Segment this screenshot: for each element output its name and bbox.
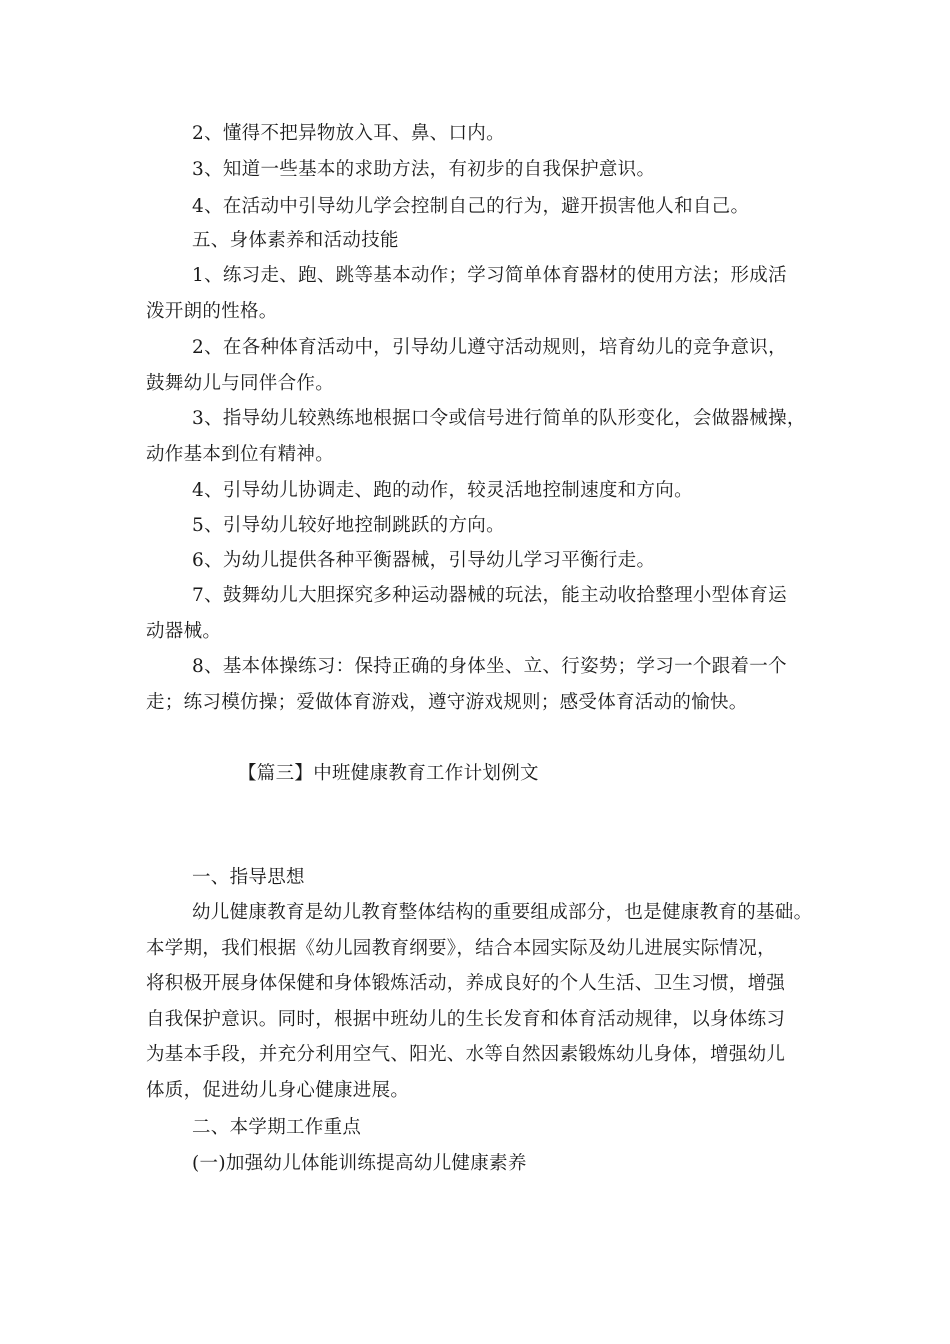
list-item: 4、在活动中引导幼儿学会控制自己的行为，避开损害他人和自己。	[192, 196, 750, 217]
section-heading: 二、本学期工作重点	[192, 1117, 362, 1138]
list-item: 5、引导幼儿较好地控制跳跃的方向。	[192, 515, 505, 536]
list-item-continuation: 动器械。	[146, 621, 222, 642]
paragraph-line: 本学期，我们根据《幼儿园教育纲要》，结合本园实际及幼儿进展实际情况，	[146, 938, 776, 959]
list-item: 1、练习走、跑、跳等基本动作；学习简单体育器材的使用方法；形成活	[192, 265, 787, 286]
paragraph-line: 为基本手段，并充分利用空气、阳光、水等自然因素锻炼幼儿身体，增强幼儿	[146, 1044, 786, 1065]
list-item: 2、在各种体育活动中，引导幼儿遵守活动规则，培育幼儿的竞争意识，	[192, 337, 787, 358]
list-item: 4、引导幼儿协调走、跑的动作，较灵活地控制速度和方向。	[192, 480, 693, 501]
list-item: 7、鼓舞幼儿大胆探究多种运动器械的玩法，能主动收拾整理小型体育运	[192, 585, 787, 606]
list-item: 3、知道一些基本的求助方法，有初步的自我保护意识。	[192, 159, 656, 180]
list-item: 6、为幼儿提供各种平衡器械，引导幼儿学习平衡行走。	[192, 550, 656, 571]
list-item-continuation: 动作基本到位有精神。	[146, 444, 335, 465]
paragraph-line: 幼儿健康教育是幼儿教育整体结构的重要组成部分，也是健康教育的基础。	[192, 902, 813, 923]
list-item-continuation: 走；练习模仿操；爱做体育游戏，遵守游戏规则；感受体育活动的愉快。	[146, 692, 748, 713]
section-heading: 一、指导思想	[192, 867, 305, 888]
section-heading: 五、身体素养和活动技能	[192, 230, 399, 251]
list-item-continuation: 泼开朗的性格。	[146, 301, 278, 322]
list-item: 3、指导幼儿较熟练地根据口令或信号进行简单的队形变化，会做器械操，	[192, 408, 806, 429]
article-title: 【篇三】中班健康教育工作计划例文	[238, 763, 539, 784]
paragraph-line: 自我保护意识。同时，根据中班幼儿的生长发育和体育活动规律，以身体练习	[146, 1009, 786, 1030]
list-item: 8、基本体操练习：保持正确的身体坐、立、行姿势；学习一个跟着一个	[192, 656, 787, 677]
subsection-heading: (一)加强幼儿体能训练提高幼儿健康素养	[192, 1153, 527, 1174]
paragraph-line: 体质，促进幼儿身心健康进展。	[146, 1080, 410, 1101]
list-item: 2、懂得不把异物放入耳、鼻、口内。	[192, 123, 505, 144]
paragraph-line: 将积极开展身体保健和身体锻炼活动，养成良好的个人生活、卫生习惯，增强	[146, 973, 786, 994]
list-item-continuation: 鼓舞幼儿与同伴合作。	[146, 373, 335, 394]
